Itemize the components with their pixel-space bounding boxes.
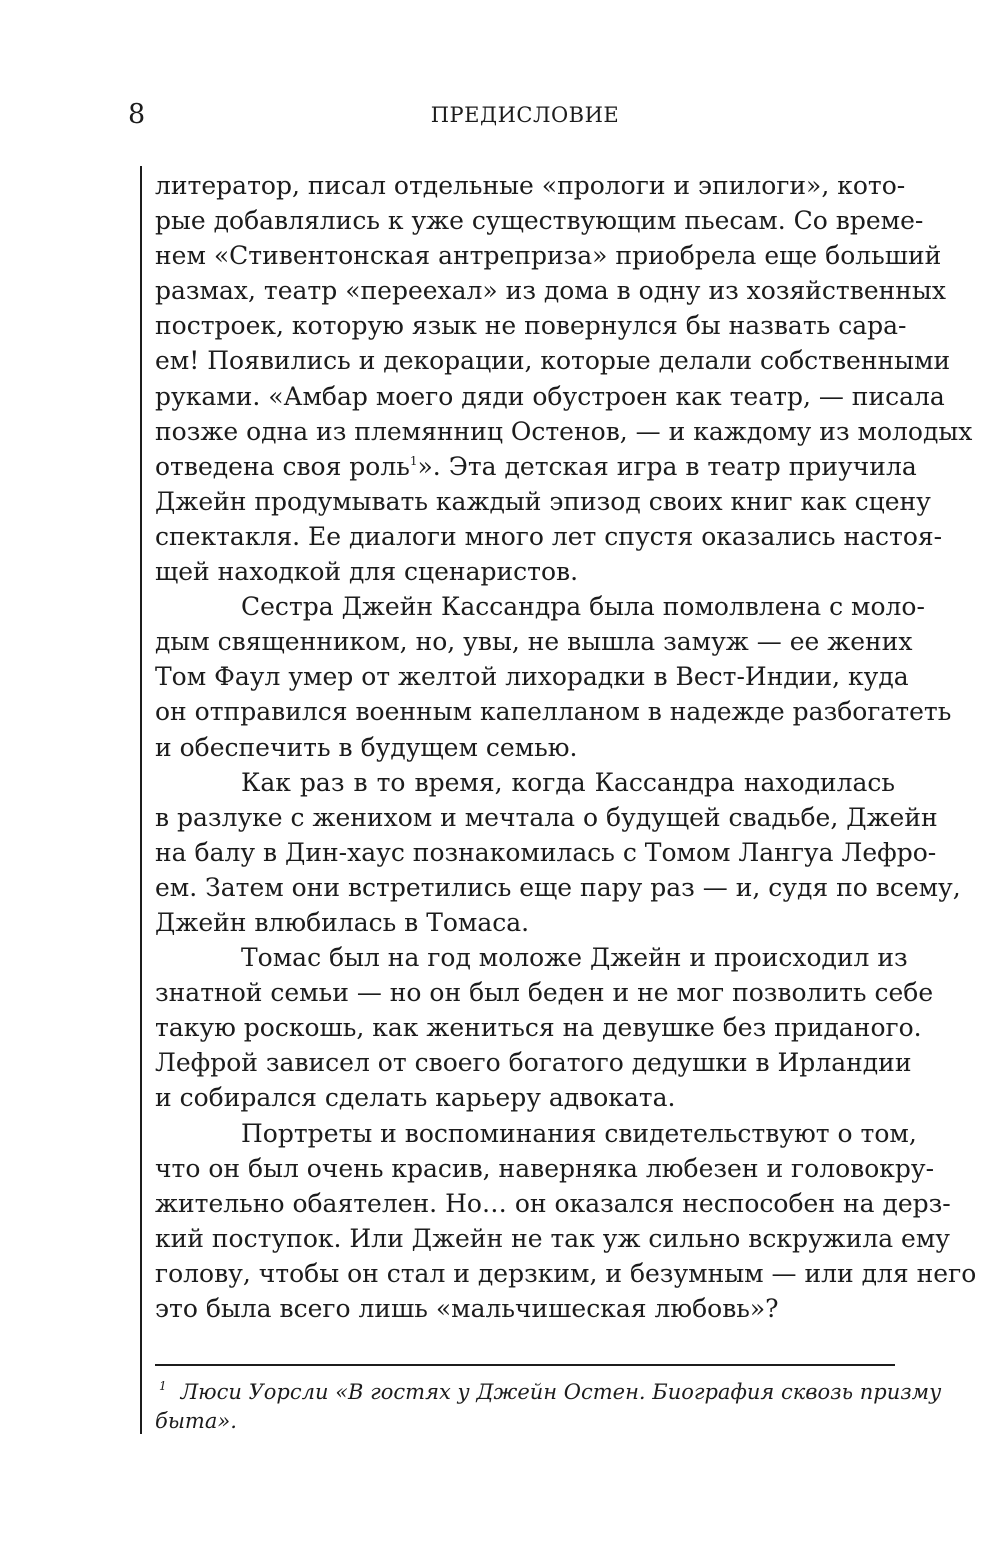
text-line: в разлуке с женихом и мечтала о будущей свадьбе, Джейн [155,802,938,832]
text-line: ем. Затем они встретились еще пару раз — и, судя по всему, [155,872,961,902]
text-line: голову, чтобы он стал и дерзким, и безумным — или для него [155,1258,977,1288]
footnote-line: быта». [155,1409,237,1433]
text-line: рые добавлялись к уже существующим пьесам. Со време- [155,206,924,236]
text-line: на балу в Дин-хаус познакомилась с Томом Лангуа Лефро- [155,837,937,867]
paragraph [155,765,961,940]
paragraph [155,940,934,1115]
footnote [155,1378,942,1436]
text-line: жительно обаятелен. Но… он оказался неспособен на дерз- [155,1188,951,1218]
paragraph [155,589,952,764]
running-head: ПРЕДИСЛОВИЕ [430,103,620,127]
text-line: и собирался сделать карьеру адвоката. [155,1083,676,1113]
body-text [155,168,977,1326]
text-line: Лефрой зависел от своего богатого дедушки в Ирландии [155,1048,912,1078]
text-line: и обеспечить в будущем семью. [155,732,578,762]
text-segment: ». Эта детская игра в театр приучила [417,451,917,481]
text-line: щей находкой для сценаристов. [155,557,579,587]
text-line: спектакля. Ее диалоги много лет спустя оказались настоя- [155,521,943,551]
text-line: Как раз в то время, когда Кассандра находилась [241,767,895,797]
text-line: что он был очень красив, наверняка любезен и головокру- [155,1153,935,1183]
text-line: нем «Стивентонская антреприза» приобрела еще больший [155,241,942,271]
text-line: кий поступок. Или Джейн не так уж сильно вскружила ему [155,1223,951,1253]
footnote-reference[interactable]: 1 [409,453,418,468]
page-number: 8 [128,99,146,130]
text-line: руками. «Амбар моего дяди обустроен как театр, — писала [155,381,945,411]
paragraph [155,168,973,589]
text-line: дым священником, но, увы, не вышла замуж — ее жених [155,627,913,657]
text-segment: отведена своя роль [155,451,410,481]
text-line: литератор, писал отдельные «прологи и эпилоги», кото- [155,171,906,200]
paragraph [155,1116,977,1327]
text-line: построек, которую язык не повернулся бы назвать сара- [155,311,907,341]
footnote-text: Люси Уорсли «В гостях у Джейн Остен. Биография сквозь призму [180,1380,942,1404]
footnote-line [155,1378,942,1407]
text-line: Сестра Джейн Кассандра была помолвлена с моло- [241,592,925,622]
text-line: он отправился военным капелланом в надежде разбогатеть [155,697,952,727]
text-line: Портреты и воспоминания свидетельствуют о том, [241,1118,917,1148]
text-line: Джейн влюбилась в Томаса. [155,907,530,937]
footnote-rule [155,1364,895,1366]
text-line: позже одна из племянниц Остенов, — и каждому из молодых [155,416,973,446]
text-line: такую роскошь, как жениться на девушке без приданого. [155,1013,922,1043]
text-line: размах, театр «переехал» из дома в одну из хозяйственных [155,276,946,306]
text-line: это была всего лишь «мальчишеская любовь»? [155,1294,779,1323]
text-line: Джейн продумывать каждый эпизод своих книг как сцену [155,486,931,516]
text-line: знатной семьи — но он был беден и не мог позволить себе [155,978,934,1008]
text-line: Томас был на год моложе Джейн и происходил из [241,943,908,973]
text-line: Том Фаул умер от желтой лихорадки в Вест-Индии, куда [155,662,909,692]
text-line [155,449,917,484]
footnote-mark: 1 [159,1379,167,1393]
text-line: ем! Появились и декорации, которые делали собственными [155,346,951,376]
margin-rule [140,166,142,1434]
